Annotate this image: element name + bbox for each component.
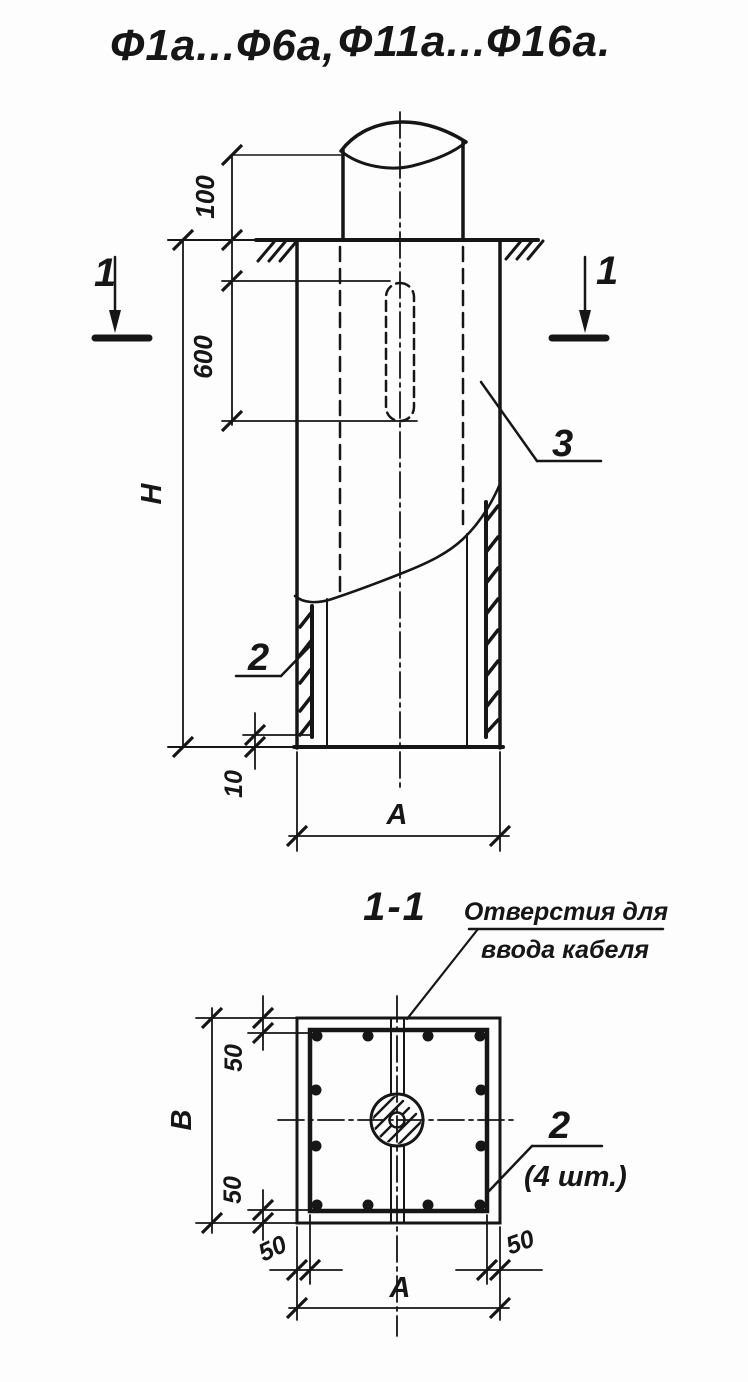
section-mark-1-left-label: 1: [94, 251, 117, 295]
section-mark-1-right: [552, 249, 618, 338]
foundation-outline: [294, 240, 503, 748]
drawing-title-range-1: Ф1а...Ф6а,: [110, 21, 336, 70]
item-2-elevation-label: 2: [248, 637, 270, 679]
section-mark-1-left: [94, 251, 149, 338]
break-curve-top: [341, 122, 466, 151]
ground-hatch-left: [258, 242, 296, 261]
rebar-left: [300, 606, 312, 737]
dim-600-value: 600: [188, 335, 218, 379]
callout-cable-holes-line2: ввода кабеля: [481, 936, 649, 964]
rack-stub-above-ground: [341, 122, 466, 240]
section-arrow-left: [109, 310, 121, 333]
dim-50-bottom-value: 50: [219, 1176, 247, 1204]
dim-A-elevation-value: А: [386, 799, 408, 831]
ground-hatch-right: [506, 241, 543, 259]
drawing-title-range-2: Ф11а...Ф16а.: [338, 17, 612, 66]
dim-H-value: Н: [136, 483, 168, 505]
dim-600: [188, 271, 417, 431]
rack-cross-section: [346, 1094, 441, 1190]
callout-cable-holes: [407, 898, 668, 1019]
section-mark-1-right-label: 1: [596, 249, 619, 293]
leader-item-2-section: [489, 1105, 627, 1193]
item-2-section-qty: (4 шт.): [524, 1161, 627, 1193]
dim-50-right-value: 50: [502, 1224, 539, 1261]
item-2-section-label: 2: [549, 1105, 571, 1147]
dim-100-value: 100: [190, 175, 220, 219]
dim-A-elevation: [287, 752, 510, 851]
cavity-inner-faces: [327, 534, 467, 747]
ground-line: [168, 240, 543, 261]
dim-50-top-value: 50: [220, 1044, 248, 1072]
dim-50-left: [254, 1215, 342, 1320]
dim-50-left-value: 50: [254, 1230, 292, 1268]
break-line: [295, 484, 500, 602]
callout-cable-holes-line1: Отверстия для: [463, 898, 669, 926]
dim-50-right: [456, 1215, 542, 1320]
section-arrow-right: [579, 310, 591, 333]
item-3-label: 3: [552, 423, 574, 465]
dim-H: [136, 230, 294, 757]
elevation-view: [94, 112, 618, 851]
dim-10-value: 10: [220, 770, 248, 798]
dim-B-value: В: [166, 1109, 198, 1131]
break-curve-bottom: [341, 142, 466, 168]
section-view: [166, 885, 668, 1336]
leader-item-2-elevation: [236, 637, 310, 679]
dim-A-section-value: А: [389, 1272, 411, 1304]
dim-100: [190, 145, 341, 425]
section-title: 1-1: [363, 885, 427, 929]
rebar-right: [486, 502, 498, 737]
